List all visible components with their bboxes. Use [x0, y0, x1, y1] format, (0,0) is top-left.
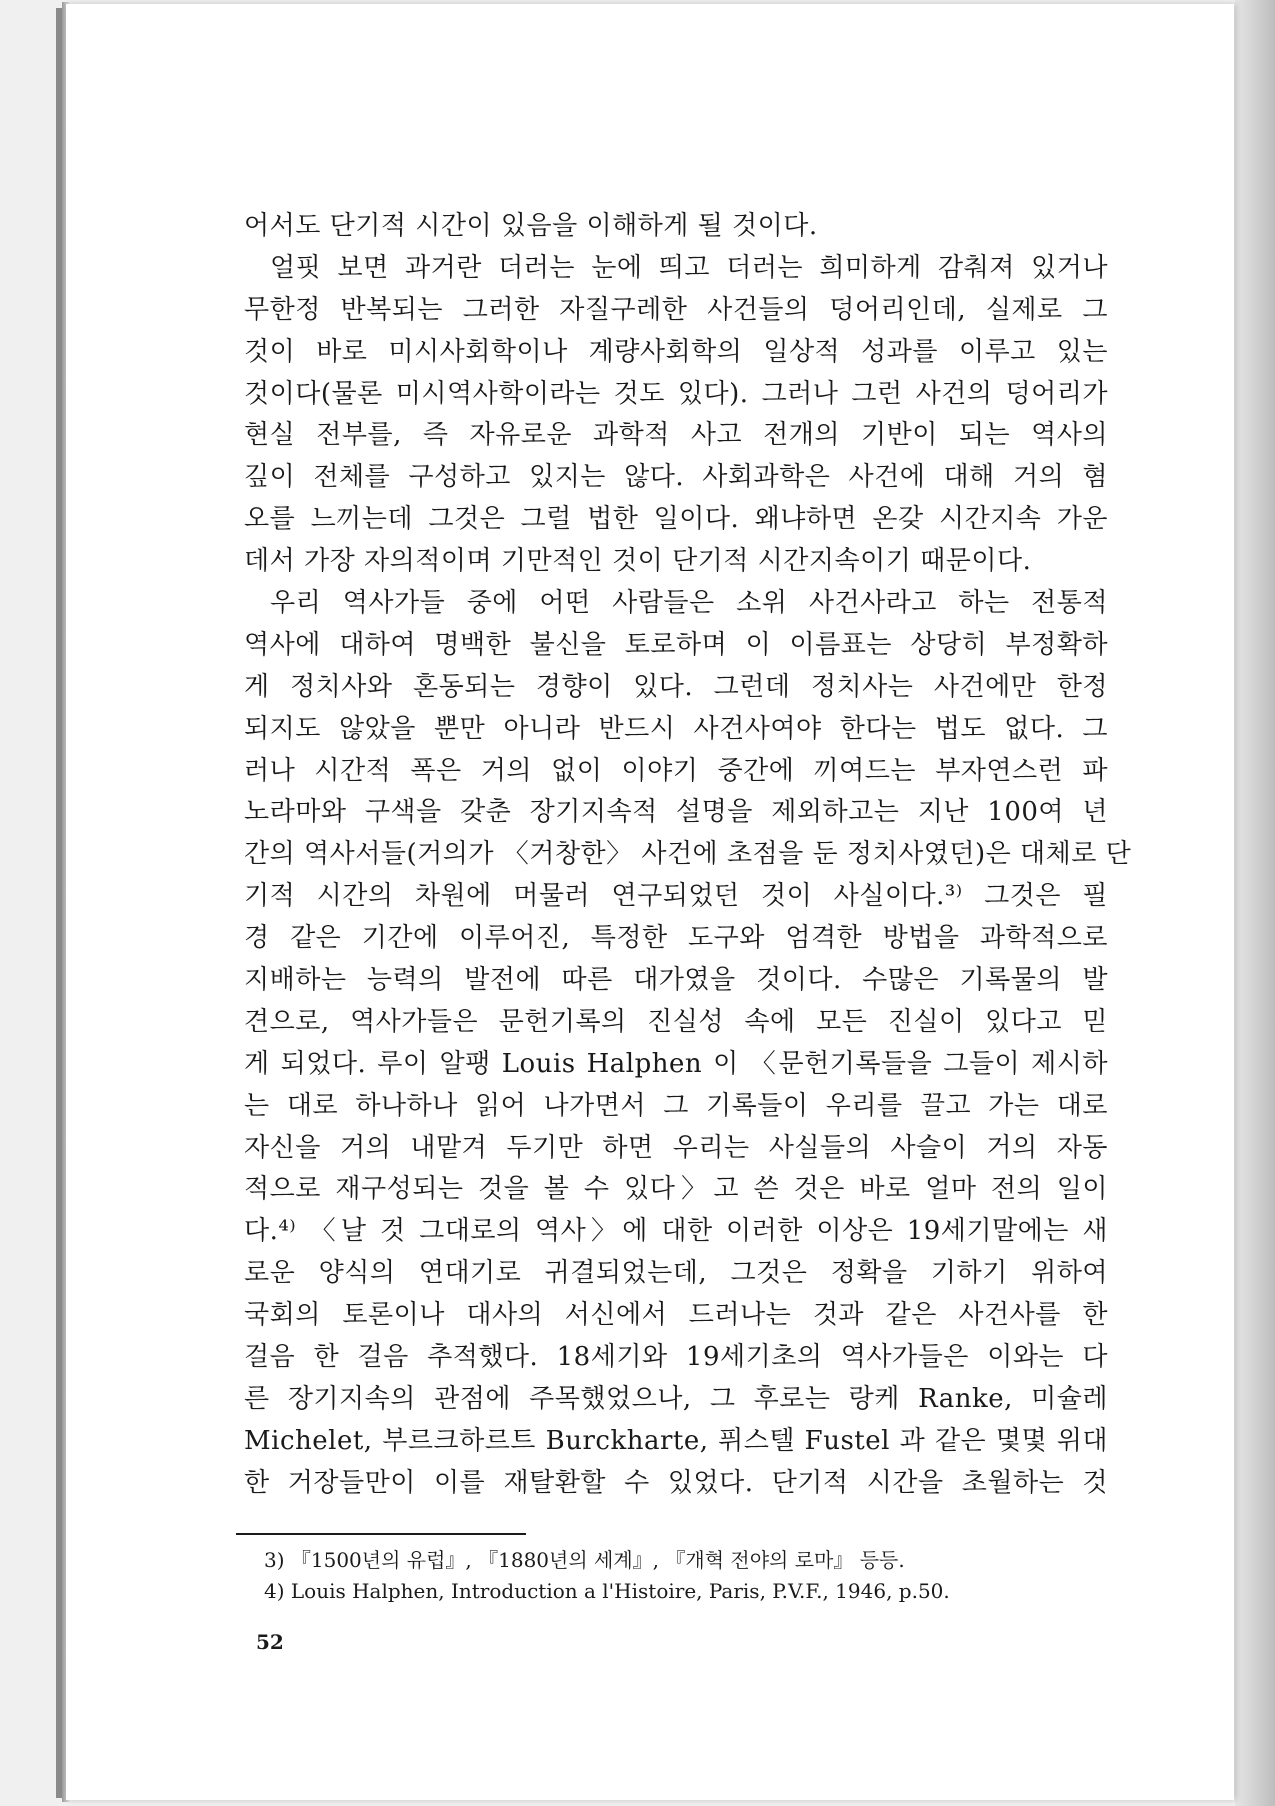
page-number: 52: [256, 1630, 284, 1654]
text-line: 자신을 거의 내맡겨 두기만 하면 우리는 사실들의 사슬이 거의 자동: [244, 1132, 1108, 1163]
footnote-3: 3) 『1500년의 유럽』, 『1880년의 세계』, 『개혁 전야의 로마』 등등.: [264, 1548, 905, 1572]
text-line: 로운 양식의 연대기로 귀결되었는데, 그것은 정확을 기하기 위하여: [244, 1258, 1108, 1289]
text-line: 것이다(물론 미시역사학이라는 것도 있다). 그러나 그런 사건의 덩어리가: [244, 378, 1108, 409]
text-line: 게 되었다. 루이 알팽 Louis Halphen 이 〈문헌기록들을 그들이 제시하: [244, 1048, 1108, 1079]
text-line: 지배하는 능력의 발전에 따른 대가였을 것이다. 수많은 기록물의 발: [244, 965, 1108, 996]
footnote-4: 4) Louis Halphen, Introduction a l'Histoire, Paris, P.V.F., 1946, p.50.: [264, 1579, 950, 1603]
text-line: 경 같은 기간에 이루어진, 특정한 도구와 엄격한 방법을 과학적으로: [244, 923, 1108, 954]
body-text: [244, 206, 1132, 1505]
text-line: 게 정치사와 혼동되는 경향이 있다. 그런데 정치사는 사건에만 한정: [244, 671, 1108, 702]
text-line: 오를 느끼는데 그것은 그럴 법한 일이다. 왜냐하면 온갖 시간지속 가운: [244, 504, 1108, 535]
text-line: 다.⁴⁾ 〈날 것 그대로의 역사〉에 대한 이러한 이상은 19세기말에는 새: [244, 1216, 1108, 1247]
text-line: 깊이 전체를 구성하고 있지는 않다. 사회과학은 사건에 대해 거의 혐: [244, 462, 1108, 493]
text-line: 되지도 않았을 뿐만 아니라 반드시 사건사여야 한다는 법도 없다. 그: [244, 713, 1108, 744]
text-line: 견으로, 역사가들은 문헌기록의 진실성 속에 모든 진실이 있다고 믿: [244, 1006, 1108, 1037]
text-line: 데서 가장 자의적이며 기만적인 것이 단기적 시간지속이기 때문이다.: [244, 546, 1032, 577]
text-line: 어서도 단기적 시간이 있음을 이해하게 될 것이다.: [244, 211, 818, 241]
text-line: 역사에 대하여 명백한 불신을 토로하며 이 이름표는 상당히 부정확하: [244, 629, 1108, 660]
text-line: 간의 역사서들(거의가 〈거창한〉 사건에 초점을 둔 정치사였던)은 대체로 단: [244, 839, 1132, 870]
text-line: 노라마와 구색을 갖춘 장기지속적 설명을 제외하고는 지난 100여 년: [244, 797, 1108, 828]
footnotes: [264, 1545, 1114, 1607]
text-line: 한 거장들만이 이를 재탈환할 수 있었다. 단기적 시간을 초월하는 것: [244, 1467, 1108, 1498]
text-line: 무한정 반복되는 그러한 자질구레한 사건들의 덩어리인데, 실제로 그: [244, 294, 1108, 325]
page-background-shadow: [1235, 0, 1275, 1806]
footnote-divider: [236, 1533, 526, 1535]
text-line: 러나 시간적 폭은 거의 없이 이야기 중간에 끼여드는 부자연스런 파: [244, 755, 1108, 786]
text-line: 걸음 한 걸음 추적했다. 18세기와 19세기초의 역사가들은 이와는 다: [244, 1342, 1108, 1373]
text-line: 른 장기지속의 관점에 주목했었으나, 그 후로는 랑케 Ranke, 미슐레: [244, 1383, 1108, 1414]
text-line: Michelet, 부르크하르트 Burckharte, 퓌스텔 Fustel 과 같은 몇몇 위대: [244, 1425, 1108, 1456]
text-line: 우리 역사가들 중에 어떤 사람들은 소위 사건사라고 하는 전통적: [270, 588, 1108, 619]
text-line: 는 대로 하나하나 읽어 나가면서 그 기록들이 우리를 끌고 가는 대로: [244, 1090, 1108, 1121]
text-line: 국회의 토론이나 대사의 서신에서 드러나는 것과 같은 사건사를 한: [244, 1300, 1108, 1331]
text-line: 얼핏 보면 과거란 더러는 눈에 띄고 더러는 희미하게 감춰져 있거나: [270, 252, 1108, 283]
text-line: 것이 바로 미시사회학이나 계량사회학의 일상적 성과를 이루고 있는: [244, 336, 1108, 367]
text-line: 현실 전부를, 즉 자유로운 과학적 사고 전개의 기반이 되는 역사의: [244, 420, 1108, 451]
text-line: 기적 시간의 차원에 머물러 연구되었던 것이 사실이다.³⁾ 그것은 필: [244, 881, 1108, 912]
text-line: 적으로 재구성되는 것을 볼 수 있다〉고 쓴 것은 바로 얼마 전의 일이: [244, 1174, 1108, 1205]
